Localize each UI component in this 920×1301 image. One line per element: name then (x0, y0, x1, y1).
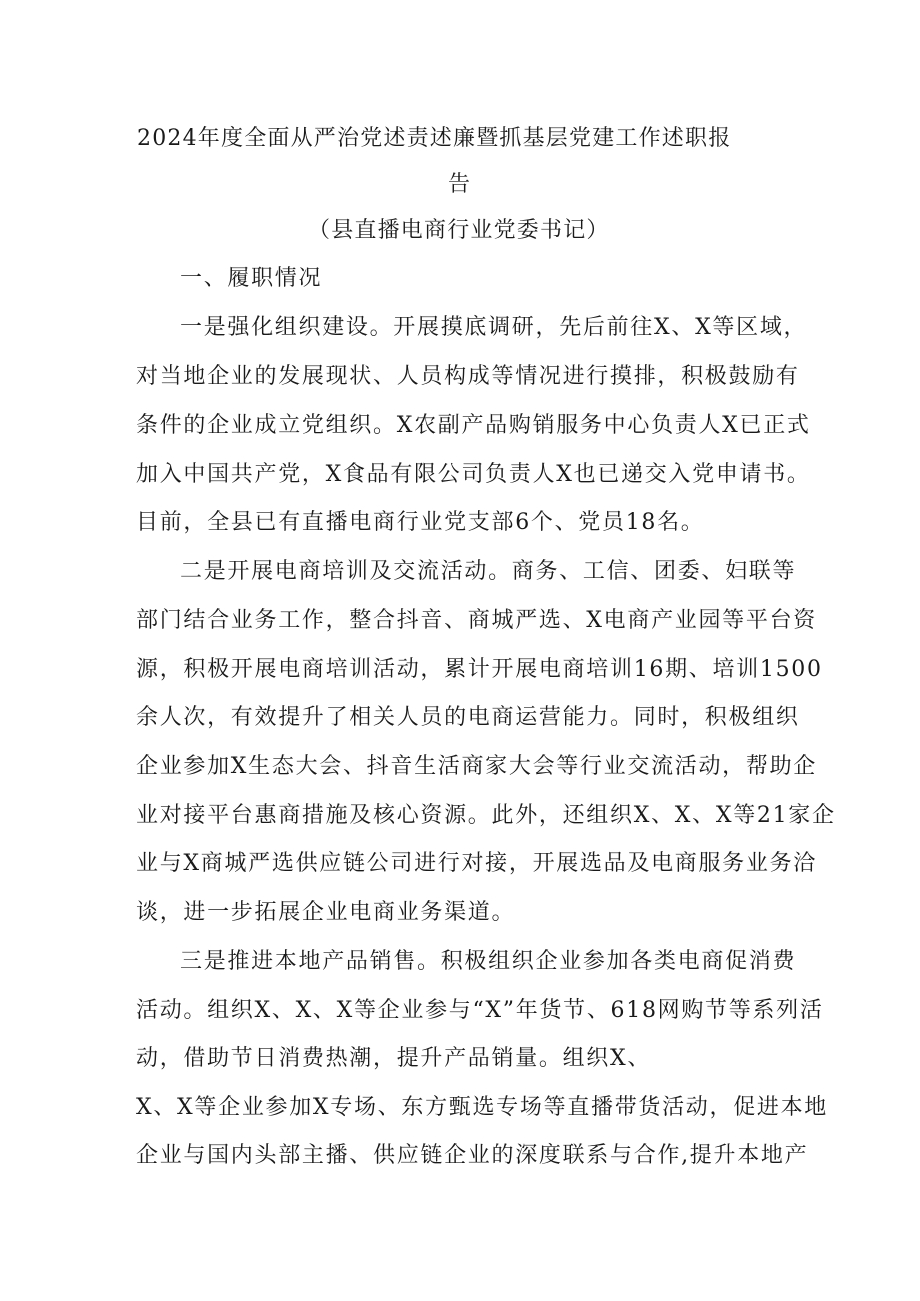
paragraph-3-line-3: 动，借助节日消费热潮，提升产品销量。组织X、 (136, 1046, 652, 1071)
paragraph-3-line-5: 企业与国内头部主播、供应链企业的深度联系与合作,提升本地产 (136, 1143, 809, 1168)
paragraph-2-line-8: 谈，进一步拓展企业电商业务渠道。 (136, 900, 516, 925)
paragraph-2-line-3: 源，积极开展电商培训活动，累计开展电商培训16期、培训1500 (136, 657, 823, 682)
paragraph-1-line-4: 加入中国共产党，X食品有限公司负责人X也已递交入党申请书。 (136, 462, 811, 487)
document-title-line-1: 2024年度全面从严治党述责述廉暨抓基层党建工作述职报 (137, 126, 732, 151)
paragraph-3-line-4: X、X等企业参加X专场、东方甄选专场等直播带货活动，促进本地 (136, 1095, 828, 1120)
paragraph-3-line-2: 活动。组织X、X、X等企业参与“X”年货节、618网购节等系列活 (136, 998, 824, 1023)
paragraph-1-line-1: 一是强化组织建设。开展摸底调研，先后前往X、X等区域， (180, 315, 808, 340)
section-heading: 一、履职情况 (180, 266, 323, 291)
paragraph-2-line-6: 业对接平台惠商措施及核心资源。此外，还组织X、X、X等21家企 (136, 803, 836, 828)
paragraph-2-line-4: 余人次，有效提升了相关人员的电商运营能力。同时，积极组织 (136, 705, 800, 730)
document-subtitle: （县直播电商行业党委书记） (308, 218, 610, 243)
paragraph-2-line-2: 部门结合业务工作，整合抖音、商城严选、X电商产业园等平台资 (136, 608, 817, 633)
paragraph-1-line-5: 目前，全县已有直播电商行业党支部6个、党员18名。 (136, 510, 705, 535)
paragraph-1-line-2: 对当地企业的发展现状、人员构成等情况进行摸排，积极鼓励有 (136, 364, 800, 389)
paragraph-2-line-5: 企业参加X生态大会、抖音生活商家大会等行业交流活动，帮助企 (136, 754, 817, 779)
paragraph-1-line-3: 条件的企业成立党组织。X农副产品购销服务中心负责人X已正式 (136, 413, 811, 438)
paragraph-2-line-7: 业与X商城严选供应链公司进行对接，开展选品及电商服务业务洽 (136, 851, 817, 876)
paragraph-3-line-1: 三是推进本地产品销售。积极组织企业参加各类电商促消费 (180, 949, 797, 974)
document-title-line-2: 告 (448, 172, 472, 197)
paragraph-2-line-1: 二是开展电商培训及交流活动。商务、工信、团委、妇联等 (180, 559, 797, 584)
